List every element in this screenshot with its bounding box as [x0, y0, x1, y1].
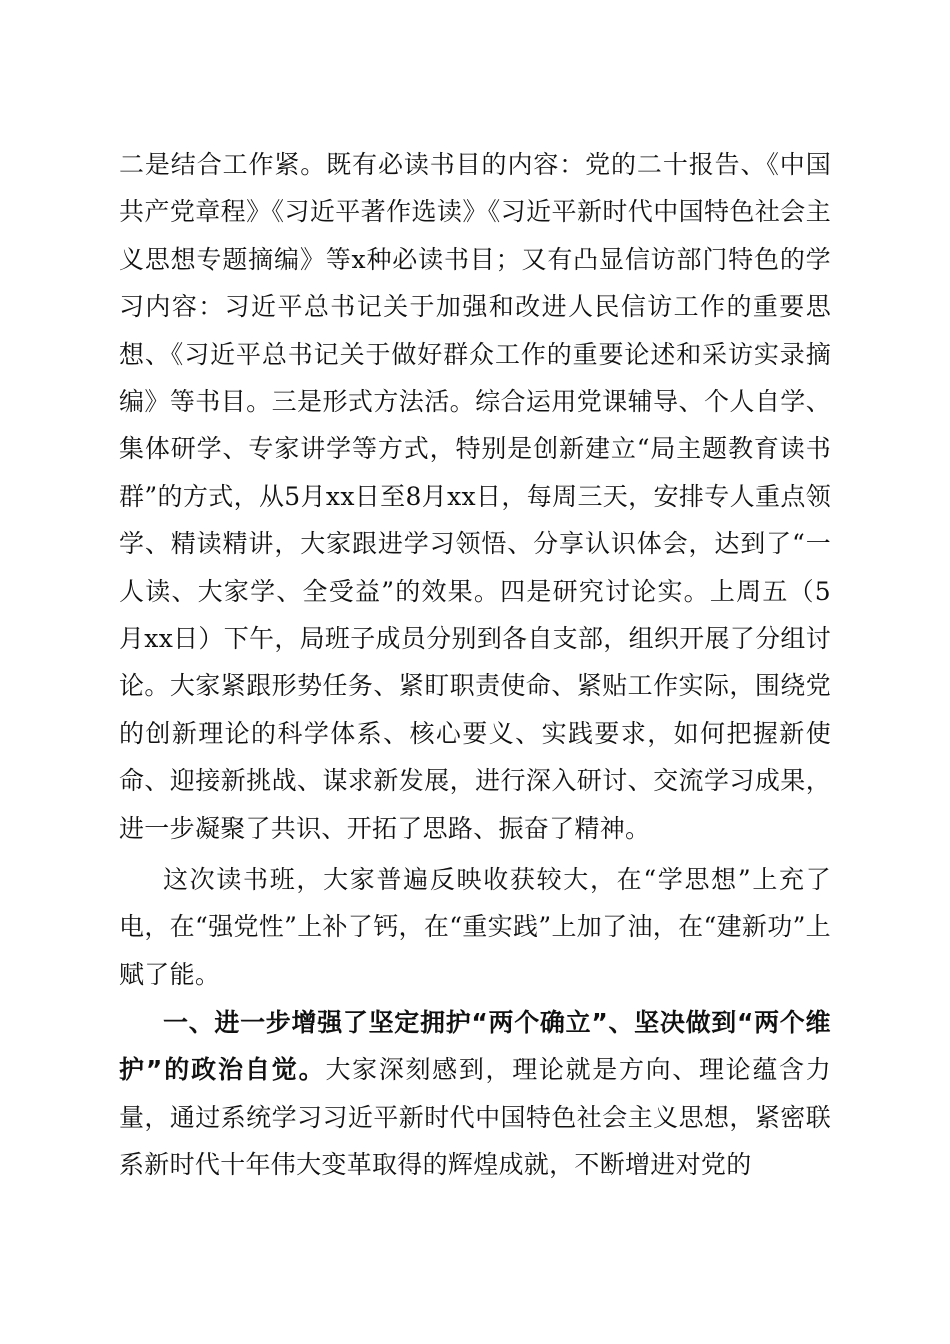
paragraph-summary — [119, 856, 831, 998]
paragraph-text: 大家深刻感到，理论就是方向、理论蕴含力量，通过系统学习习近平新时代中国特色社会主义思想，紧密联系新时代十年伟大变革取得的辉煌成就，不断增进对党的 — [119, 1055, 831, 1180]
paragraph-text: 这次读书班，大家普遍反映收获较大，在“学思想”上充了电，在“强党性”上补了钙，在“重实践”上加了油，在“建新功”上赋了能。 — [119, 865, 831, 989]
paragraph-section-one — [119, 999, 831, 1189]
paragraph-study-content — [119, 141, 831, 852]
section-heading: 一、进一步增强了坚定拥护“两个确立”、坚决做到“两个维护”的政治自觉。 — [119, 1008, 831, 1085]
paragraph-text: 二是结合工作紧。既有必读书目的内容：党的二十报告、《中国共产党章程》《习近平著作选读》《习近平新时代中国特色社会主义思想专题摘编》等x种必读书目；又有凸显信访部门特色的学习内容：习近平总书记关于加强和改进人民信访工作的重要思想、《习近平总书记关于做好群众工作的重要论述和采访实录摘编》等书目。三是形式方法活。综合运用党课辅导、个人自学、集体研学、专家讲学等方式，特别是创新建立“局主题教育读书群”的方式，从5月xx日至8月xx日，每周三天，安排专人重点领学、精读精讲，大家跟进学习领悟、分享认识体会，达到了“一人读、大家学、全受益”的效果。四是研究讨论实。上周五（5月xx日）下午，局班子成员分别到各自支部，组织开展了分组讨论。大家紧跟形势任务、紧盯职责使命、紧贴工作实际，围绕党的创新理论的科学体系、核心要义、实践要求，如何把握新使命、迎接新挑战、谋求新发展，进行深入研讨、交流学习成果，进一步凝聚了共识、开拓了思路、振奋了精神。 — [119, 150, 831, 843]
